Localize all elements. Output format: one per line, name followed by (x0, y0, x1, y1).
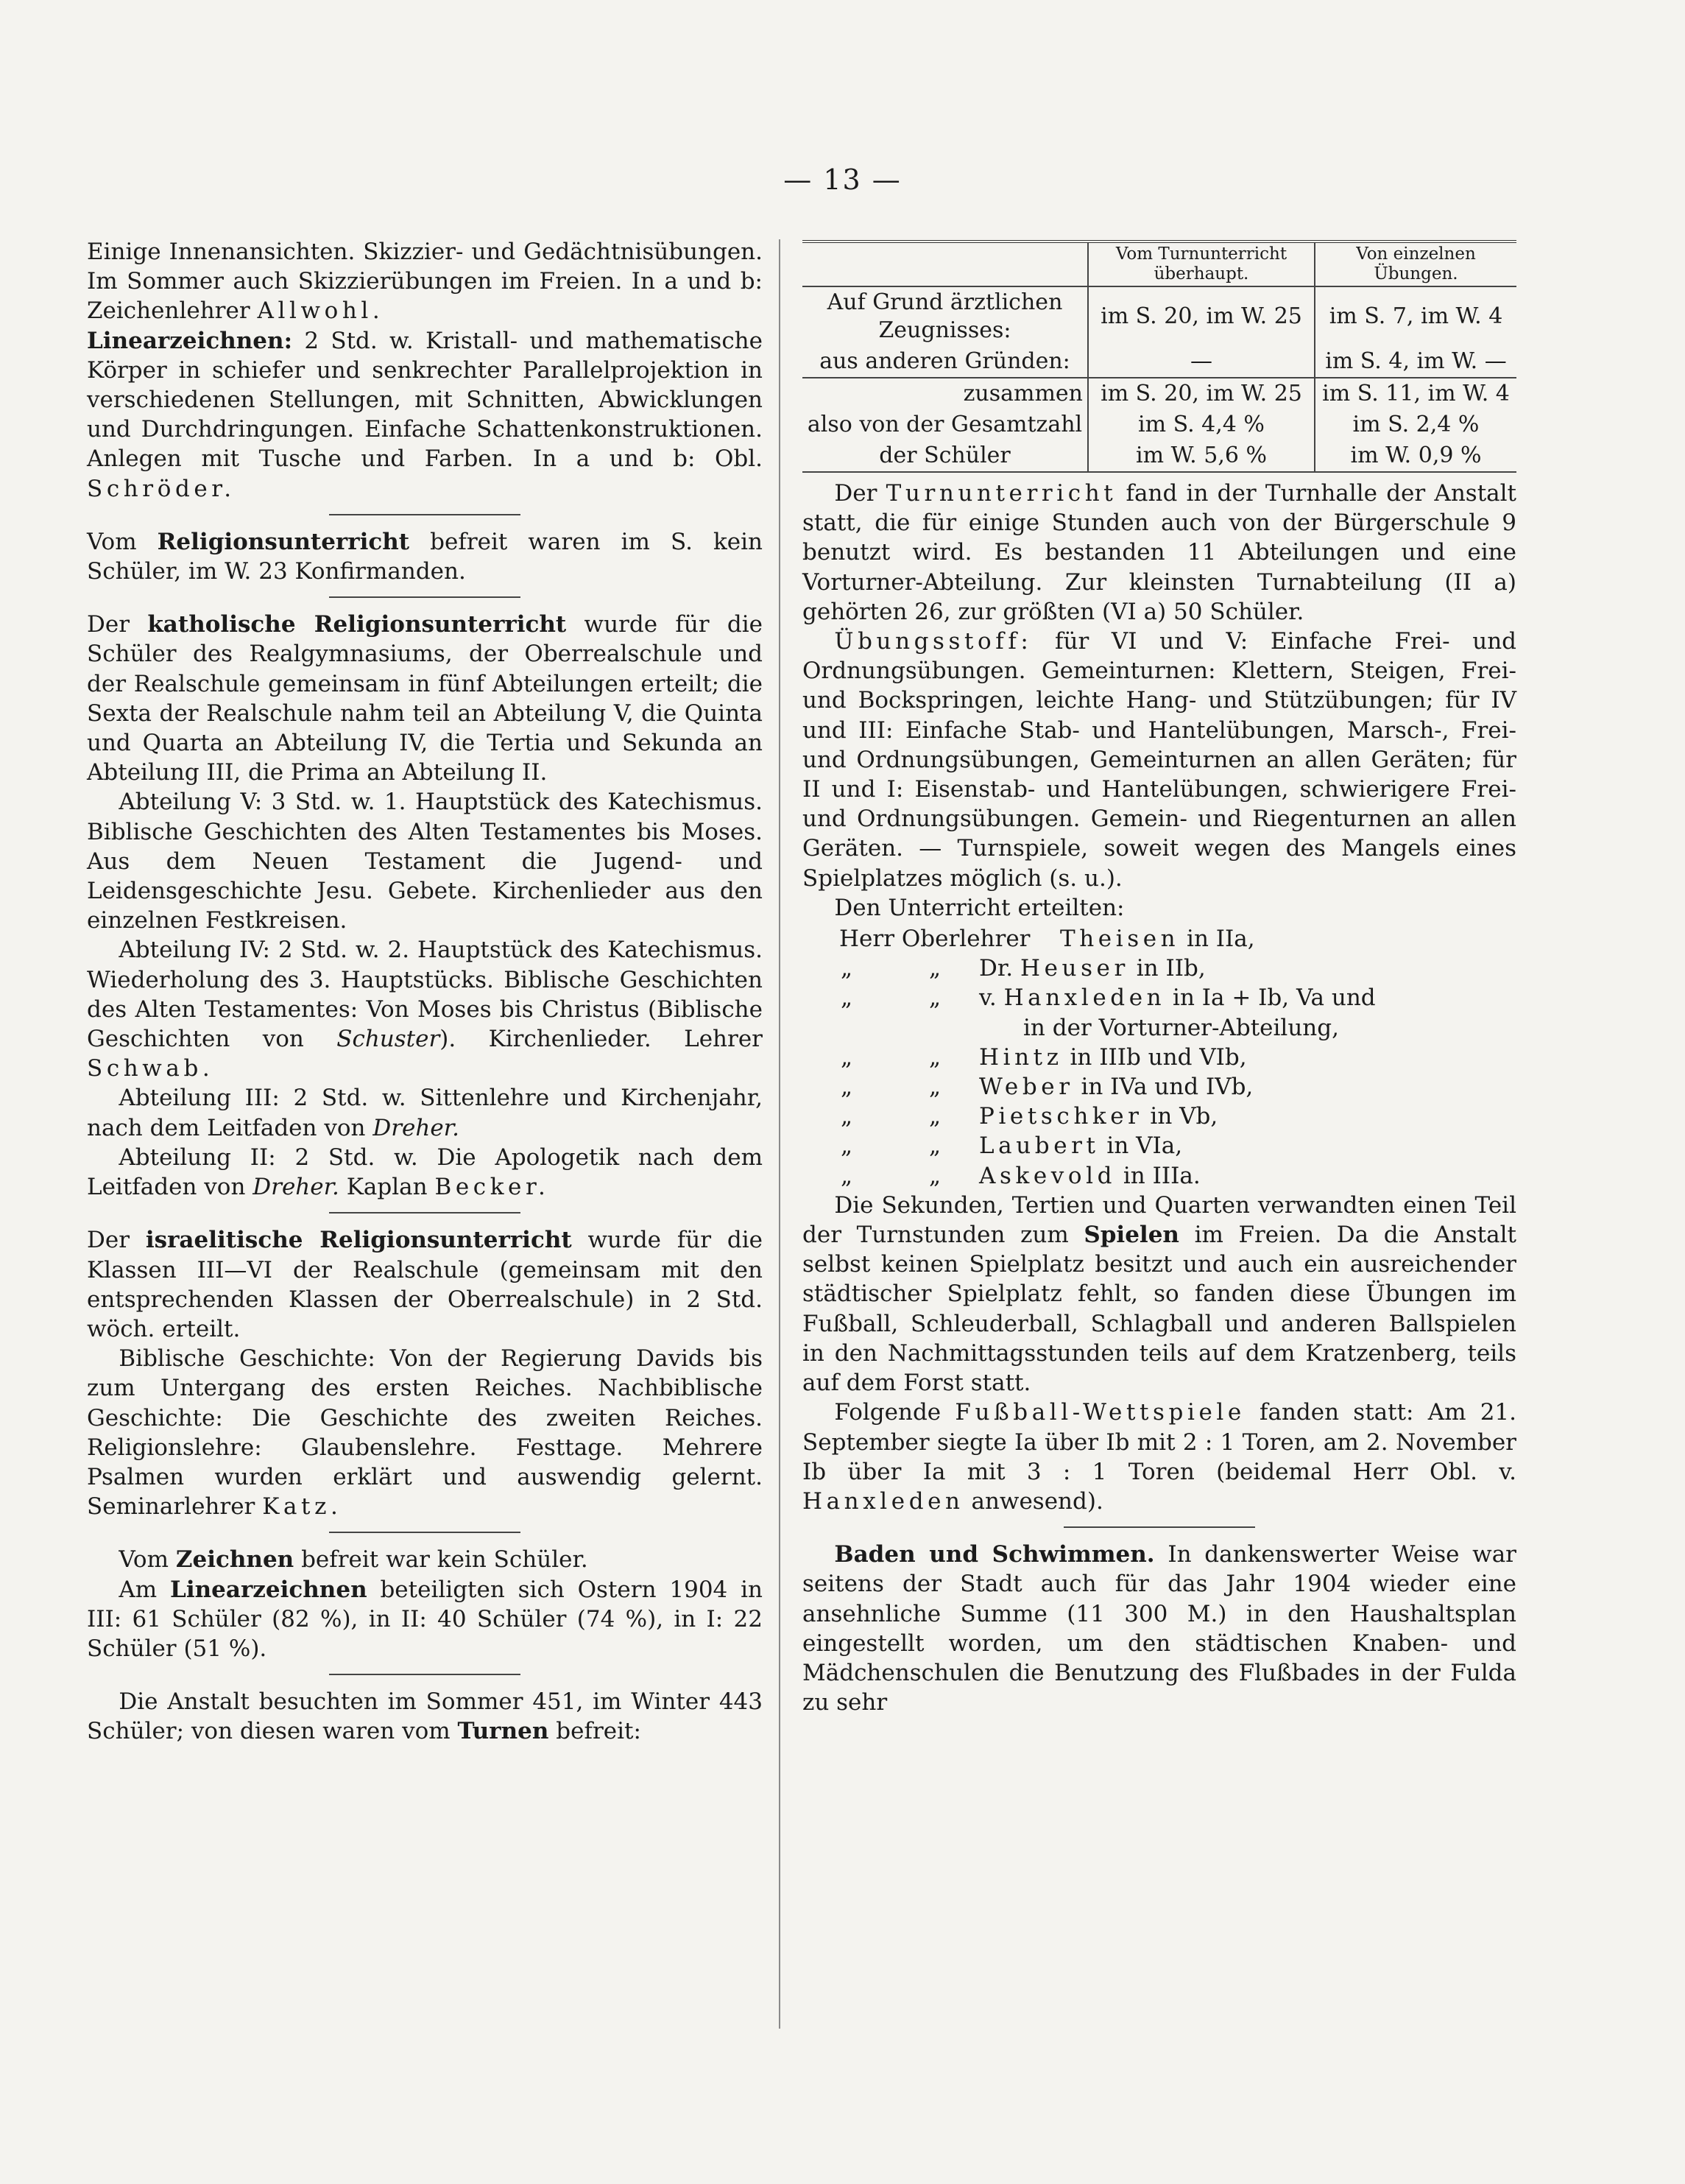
list-item: „ „ v. Hanxleden in Ia + Ib, Va und (840, 984, 1376, 1012)
table-header: Von einzelnen Übungen. (1315, 242, 1516, 286)
list-item: „ „ Laubert in VIa, (840, 1132, 1183, 1160)
section-heading: Linearzeichnen: (87, 327, 293, 354)
section-divider (329, 1212, 520, 1213)
section-divider (1064, 1526, 1255, 1528)
table-row: zusammen im S. 20, im W. 25 im S. 11, im W. 4 (802, 378, 1516, 409)
paragraph-abteilung-iii: Abteilung III: 2 Std. w. Sittenlehre und Kirchenjahr, nach dem Leitfaden von Dreher. (87, 1085, 763, 1141)
paragraph-catholic: Der katholische Religionsunterricht wurde für die Schüler des Realgymnasiums, der Oberrealschule und der Realschule gemeinsam in fünf Abteilungen erteilt; die Sexta der Realschule nahm teil an Abteilung V, die Quinta und Quarta an Abteilung IV, die Tertia und Sekunda an Abteilung III, die Prima an Abteilung II. (87, 611, 763, 786)
table-row: aus anderen Gründen: — im S. 4, im W. — (802, 346, 1516, 378)
table-row: Auf Grund ärztlichen Zeugnisses: im S. 20, im W. 25 im S. 7, im W. 4 (802, 286, 1516, 346)
list-item: Herr Oberlehrer Theisen in IIa, (839, 926, 1255, 953)
section-heading: israelitische Religionsunterricht (145, 1227, 572, 1254)
teacher-name: Schwab. (87, 1055, 214, 1082)
paragraph-biblical-history: Biblische Geschichte: Von der Regierung Davids bis zum Untergang des ersten Reiches. Nachbiblische Geschichte: Die Geschichte des zweiten Reiches. Religionslehre: Glaubenslehre. Festtage. Mehrere Psalmen wurden erklärt und auswendig gelernt. Seminarlehrer Katz. (87, 1345, 763, 1521)
teacher-name: Allwohl. (257, 297, 384, 325)
teacher-name: Schröder. (87, 475, 236, 502)
paragraph-attendance: Die Anstalt besuchten im Sommer 451, im Winter 443 Schüler; von diesen waren vom Turnen befreit: (87, 1688, 763, 1745)
list-item: in der Vorturner-Abteilung, (1023, 1014, 1339, 1041)
column-divider (779, 239, 780, 2029)
section-heading: Religionsunterricht (157, 528, 410, 555)
teacher-list (802, 924, 1516, 1191)
table-header-row (802, 242, 1516, 286)
section-heading: Baden und Schwimmen. (834, 1541, 1155, 1568)
section-divider (329, 514, 520, 515)
teacher-name: Hanxleden (802, 1487, 964, 1515)
paragraph-israelite: Der israelitische Religionsunterricht wurde für die Klassen III—VI der Realschule (gemeinsam mit den entsprechenden Klassen der Oberrealschule) in 2 Std. wöch. erteilt. (87, 1227, 763, 1342)
section-heading: Spielen (1084, 1222, 1179, 1249)
list-item: „ „ Hintz in IIIb und VIb, (840, 1043, 1247, 1071)
page-number: — 13 — (783, 163, 902, 196)
list-item: „ „ Askevold in IIIa. (840, 1162, 1201, 1189)
paragraph-exercise-material: Übungsstoff: für VI und V: Einfache Frei- und Ordnungsübungen. Gemeinturnen: Klettern, Steigen, Frei- und Bockspringen, leichte Hang- und Stützübungen; für IV und III: Einfache Stab- und Hantelübungen, Marsch-, Frei- und Ordnungsübungen, Gemeinturnen an allen Geräten; für II und I: Eisenstab- und Hantelübungen, schwierigere Frei- und Ordnungsübungen. Gemein- und Riegenturnen an allen Geräten. — Turnspiele, soweit wegen des Mangels eines Spielplatzes möglich (s. u.). (802, 628, 1516, 892)
section-heading: katholische Religionsunterricht (147, 611, 567, 638)
section-heading: Zeichnen (175, 1546, 294, 1574)
teacher-name: Katz. (262, 1493, 342, 1521)
table-row: also von der Gesamtzahl im S. 4,4 % im S. 2,4 % (802, 409, 1516, 440)
section-divider (329, 1532, 520, 1533)
section-divider (329, 596, 520, 598)
paragraph-linear-drawing: Linearzeichnen: 2 Std. w. Kristall- und mathematische Körper in schiefer und senkrechter Parallelprojektion in verschiedenen Stellungen, mit Schnitten, Abwicklungen und Durchdringungen. Einfache Schattenkonstruktionen. Anlegen mit Tusche und Farben. In a und b: Obl. Schröder. (87, 327, 763, 502)
list-item: „ „ Pietschker in Vb, (840, 1103, 1218, 1130)
paragraph-religion-exempt: Vom Religionsunterricht befreit waren im S. kein Schüler, im W. 23 Konfirmanden. (87, 528, 763, 585)
paragraph-teachers-intro: Den Unterricht erteilten: (834, 894, 1125, 921)
section-divider (329, 1674, 520, 1675)
right-column (802, 240, 1516, 1717)
paragraph-abteilung-ii: Abteilung II: 2 Std. w. Die Apologetik nach dem Leitfaden von Dreher. Kaplan Becker. (87, 1144, 763, 1201)
list-item: „ „ Dr. Heuser in IIb, (840, 955, 1206, 982)
list-item: „ „ Weber in IVa und IVb, (840, 1074, 1254, 1101)
table-row: der Schüler im W. 5,6 % im W. 0,9 % (802, 440, 1516, 472)
paragraph-linear-participation: Am Linearzeichnen beteiligten sich Ostern 1904 in III: 61 Schüler (82 %), in II: 40 Schüler (74 %), in I: 22 Schüler (51 %). (87, 1576, 763, 1662)
section-heading: Linearzeichnen (170, 1576, 367, 1603)
exemption-table (802, 240, 1516, 473)
left-column (87, 237, 763, 1747)
paragraph-gymnastics: Der Turnunterricht fand in der Turnhalle der Anstalt statt, die für einige Stunden auch von der Bürgerschule 9 benutzt wird. Es bestanden 11 Abteilungen und eine Vorturner-Abteilung. Zur kleinsten Turnabteilung (II a) gehörten 26, zur größten (VI a) 50 Schüler. (802, 480, 1517, 625)
teacher-name: Becker. (434, 1174, 550, 1201)
paragraph-football: Folgende Fußball-Wettspiele fanden statt: Am 21. September siegte Ia über Ib mit 2 : 1 Toren, am 2. November Ib über Ia mit 3 : 1 Toren (beidemal Herr Obl. v. Hanxleden anwesend). (802, 1399, 1517, 1515)
paragraph-swimming: Baden und Schwimmen. In dankenswerter Weise war seitens der Stadt auch für das Jahr 1904 wieder eine ansehnliche Summe (11 300 M.) in den Haushaltsplan eingestellt worden, um den städtischen Knaben- und Mädchenschulen die Benutzung des Flußbades in der Fulda zu sehr (802, 1541, 1516, 1716)
section-heading: Turnen (457, 1718, 549, 1745)
paragraph-games: Die Sekunden, Tertien und Quarten verwandten einen Teil der Turnstunden zum Spielen im Freien. Da die Anstalt selbst keinen Spielplatz besitzt und auch ein ausreichender städtischer Spielplatz fehlt, so fanden diese Übungen im Fußball, Schleuderball, Schlagball und anderen Ballspielen in den Nachmittagsstunden teils auf dem Kratzenberg, teils auf dem Forst statt. (802, 1191, 1516, 1397)
table-header: Vom Turnunterricht überhaupt. (1088, 242, 1315, 286)
paragraph-abteilung-iv: Abteilung IV: 2 Std. w. 2. Hauptstück des Katechismus. Wiederholung des 3. Hauptstücks. Biblische Geschichten des Alten Testamentes: Von Moses bis Christus (Biblische Geschichten von Schuster). Kirchenlieder. Lehrer Schwab. (87, 937, 763, 1082)
paragraph-abteilung-v: Abteilung V: 3 Std. w. 1. Hauptstück des Katechismus. Biblische Geschichten des Alten Testamentes bis Moses. Aus dem Neuen Testament die Jugend- und Leidensgeschichte Jesu. Gebete. Kirchenlieder aus den einzelnen Festkreisen. (87, 789, 763, 934)
paragraph-drawing-exempt: Vom Zeichnen befreit war kein Schüler. (119, 1546, 588, 1574)
paragraph-drawing: Einige Innenansichten. Skizzier- und Gedächtnisübungen. Im Sommer auch Skizzierübungen im Freien. In a und b: Zeichenlehrer Allwohl. (87, 239, 763, 325)
